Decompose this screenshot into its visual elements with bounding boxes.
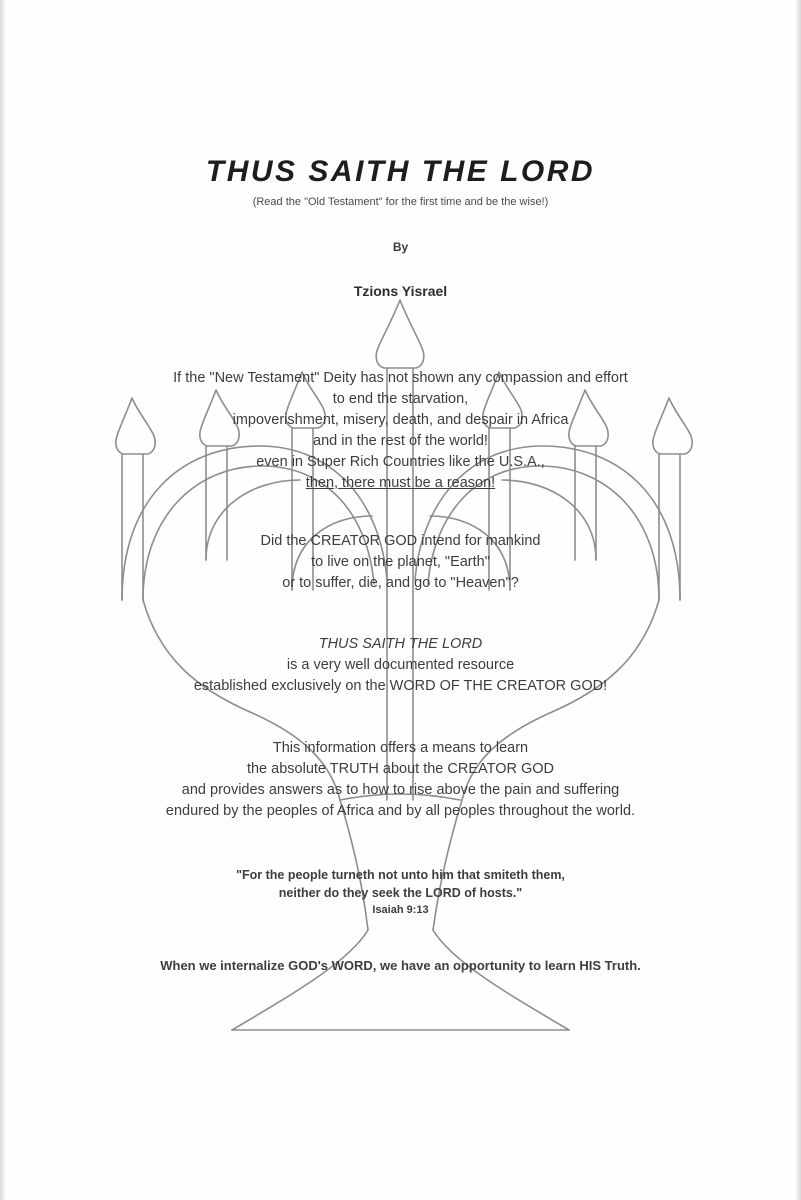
scripture-reference: Isaiah 9:13: [372, 904, 429, 917]
information-line-1: This information offers a means to learn: [272, 740, 529, 756]
closing-statement: [0, 957, 801, 976]
page-subtitle: (Read the "Old Testament" for the first time and be the wise!): [252, 196, 549, 208]
resource-paragraph: [0, 634, 801, 697]
compassion-line-2: to end the starvation,: [332, 391, 469, 408]
author-name: Tzions Yisrael: [353, 283, 448, 299]
by-label: By: [392, 240, 409, 254]
compassion-line-4: and in the rest of the world!: [313, 433, 488, 450]
information-line-3: and provides answers as to how to rise above the pain and suffering: [181, 782, 620, 799]
resource-title-line: THUS SAITH THE LORD: [318, 636, 483, 652]
resource-line-1: is a very well documented resource: [286, 657, 515, 674]
creator-question-paragraph: [0, 531, 801, 594]
resource-line-2: established exclusively on the WORD OF THE CREATOR GOD!: [193, 678, 608, 695]
scripture-quote: [0, 866, 801, 916]
information-paragraph: [0, 738, 801, 822]
compassion-line-5: even in Super Rich Countries like the U.S.A.,: [256, 454, 545, 471]
compassion-line-6: then, there must be a reason!: [305, 475, 496, 492]
compassion-line-1: If the "New Testament" Deity has not shown any compassion and effort: [173, 370, 628, 386]
creator-line-3: or to suffer, die, and go to "Heaven"?: [282, 575, 519, 592]
closing-line-1: When we internalize GOD's WORD, we have an opportunity to learn HIS Truth.: [160, 958, 641, 973]
scripture-line-1: "For the people turneth not unto him that smiteth them,: [236, 868, 565, 882]
scripture-line-2: neither do they seek the LORD of hosts.": [278, 886, 523, 901]
creator-line-1: Did the CREATOR GOD intend for mankind: [260, 533, 541, 549]
information-line-4: endured by the peoples of Africa and by all peoples throughout the world.: [165, 803, 636, 820]
compassion-paragraph: [0, 368, 801, 494]
information-line-2: the absolute TRUTH about the CREATOR GOD: [246, 761, 555, 778]
compassion-line-3: impoverishment, misery, death, and despair in Africa: [232, 412, 569, 429]
creator-line-2: to live on the planet, "Earth": [311, 554, 490, 571]
page-title: THUS SAITH THE LORD: [205, 155, 596, 188]
